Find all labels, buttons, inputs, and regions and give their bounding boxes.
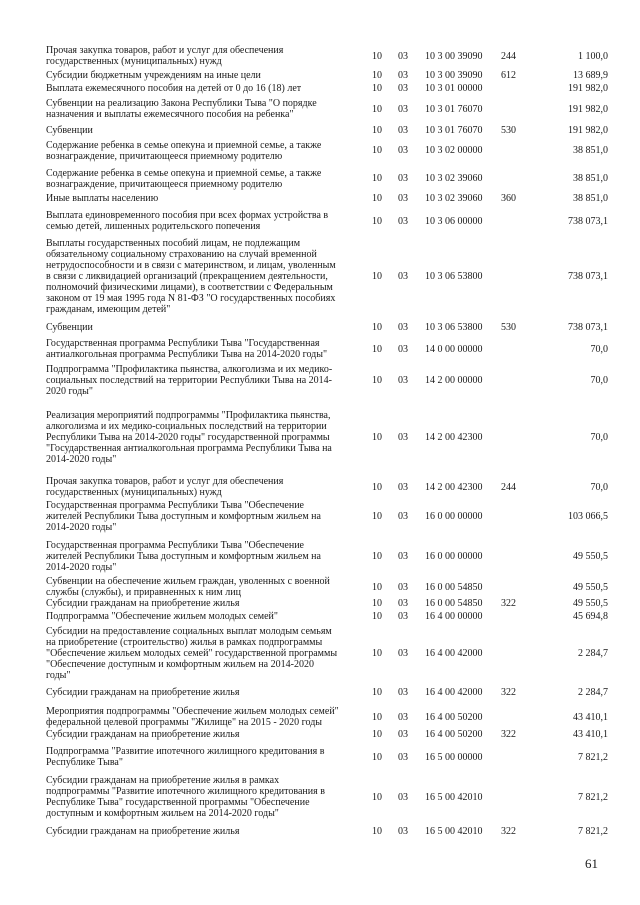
row-name: Субсидии бюджетным учреждениям на иные цели <box>46 70 261 81</box>
row-amount: 13 689,9 <box>573 70 608 81</box>
row-section-code: 10 <box>372 375 382 386</box>
row-name: Подпрограмма "Профилактика пьянства, алкоголизма и их медико- социальных последствий на территории Республики Тыва на 2014- 2020 годы" <box>46 364 333 397</box>
row-section-code: 10 <box>372 216 382 227</box>
row-target-article: 16 5 00 00000 <box>425 752 483 763</box>
row-name: Иные выплаты населению <box>46 193 159 204</box>
row-target-article: 14 0 00 00000 <box>425 344 483 355</box>
row-amount: 49 550,5 <box>573 582 608 593</box>
row-expense-type: 612 <box>501 70 516 81</box>
row-amount: 70,0 <box>590 432 608 443</box>
row-name: Государственная программа Республики Тыва "Обеспечение жителей Республики Тыва доступным и комфортным жильем на 2014-2020 годы" <box>46 540 321 573</box>
row-name: Выплаты государственных пособий лицам, не подлежащим обязательному социальному страхованию на случай временной нетрудоспособности и в связи с материнством, и лицам, уволенным в связи с ликвидацией организаций (прекращением деятельности, полномочий физическими лицами), в соответствии с Федеральным законом от 19 мая 1995 года N 81-ФЗ "О государственных пособиях гражданам, имеющим детей" <box>46 238 336 315</box>
row-name: Подпрограмма "Развитие ипотечного жилищного кредитования в Республике Тыва" <box>46 746 325 768</box>
row-subsection-code: 03 <box>398 648 408 659</box>
row-expense-type: 244 <box>501 482 516 493</box>
row-target-article: 10 3 06 53800 <box>425 322 483 333</box>
row-section-code: 10 <box>372 687 382 698</box>
row-target-article: 10 3 02 39060 <box>425 173 483 184</box>
row-amount: 70,0 <box>590 482 608 493</box>
row-name: Выплата единовременного пособия при всех формах устройства в семью детей, лишенных родительского попечения <box>46 210 329 232</box>
row-amount: 191 982,0 <box>568 104 608 115</box>
row-subsection-code: 03 <box>398 70 408 81</box>
row-amount: 738 073,1 <box>568 322 608 333</box>
row-section-code: 10 <box>372 648 382 659</box>
row-name: Прочая закупка товаров, работ и услуг для обеспечения государственных (муниципальных) нужд <box>46 45 284 67</box>
row-section-code: 10 <box>372 83 382 94</box>
row-name: Содержание ребенка в семье опекуна и приемной семье, а также вознаграждение, причитающееся приемному родителю <box>46 168 322 190</box>
row-section-code: 10 <box>372 322 382 333</box>
row-subsection-code: 03 <box>398 125 408 136</box>
row-name: Субвенции <box>46 322 93 333</box>
row-subsection-code: 03 <box>398 551 408 562</box>
row-section-code: 10 <box>372 752 382 763</box>
row-subsection-code: 03 <box>398 193 408 204</box>
row-target-article: 16 4 00 00000 <box>425 611 483 622</box>
row-target-article: 10 3 06 53800 <box>425 271 483 282</box>
row-section-code: 10 <box>372 582 382 593</box>
row-amount: 191 982,0 <box>568 125 608 136</box>
row-amount: 7 821,2 <box>578 752 608 763</box>
row-subsection-code: 03 <box>398 83 408 94</box>
row-subsection-code: 03 <box>398 271 408 282</box>
row-target-article: 10 3 01 76070 <box>425 104 483 115</box>
row-target-article: 16 5 00 42010 <box>425 826 483 837</box>
row-amount: 7 821,2 <box>578 792 608 803</box>
row-name: Выплата ежемесячного пособия на детей от 0 до 16 (18) лет <box>46 83 302 94</box>
row-section-code: 10 <box>372 511 382 522</box>
row-subsection-code: 03 <box>398 611 408 622</box>
row-amount: 45 694,8 <box>573 611 608 622</box>
row-amount: 43 410,1 <box>573 712 608 723</box>
row-name: Субсидии гражданам на приобретение жилья <box>46 598 240 609</box>
row-expense-type: 322 <box>501 687 516 698</box>
row-target-article: 16 4 00 50200 <box>425 712 483 723</box>
row-target-article: 16 0 00 54850 <box>425 582 483 593</box>
row-name: Субвенции на обеспечение жильем граждан, уволенных с военной службы (службы), и приравненных к ним лиц <box>46 576 330 598</box>
row-subsection-code: 03 <box>398 173 408 184</box>
row-amount: 191 982,0 <box>568 83 608 94</box>
row-target-article: 10 3 00 39090 <box>425 70 483 81</box>
row-section-code: 10 <box>372 729 382 740</box>
row-section-code: 10 <box>372 51 382 62</box>
row-amount: 38 851,0 <box>573 173 608 184</box>
row-subsection-code: 03 <box>398 145 408 156</box>
row-target-article: 10 3 06 00000 <box>425 216 483 227</box>
row-target-article: 16 0 00 00000 <box>425 551 483 562</box>
row-amount: 103 066,5 <box>568 511 608 522</box>
row-name: Субсидии гражданам на приобретение жилья в рамках подпрограммы "Развитие ипотечного жилищного кредитования в Республике Тыва" государственной программы "Обеспечение доступным и комфортным жильем на 2014-2020 годы" <box>46 775 325 819</box>
row-name: Субсидии гражданам на приобретение жилья <box>46 687 240 698</box>
row-subsection-code: 03 <box>398 322 408 333</box>
row-target-article: 10 3 02 00000 <box>425 145 483 156</box>
row-amount: 7 821,2 <box>578 826 608 837</box>
row-name: Государственная программа Республики Тыва "Государственная антиалкогольная программа Республики Тыва на 2014-2020 годы" <box>46 338 328 360</box>
row-amount: 49 550,5 <box>573 598 608 609</box>
row-section-code: 10 <box>372 104 382 115</box>
row-section-code: 10 <box>372 611 382 622</box>
row-section-code: 10 <box>372 344 382 355</box>
row-target-article: 16 4 00 42000 <box>425 687 483 698</box>
row-section-code: 10 <box>372 792 382 803</box>
row-name: Подпрограмма "Обеспечение жильем молодых семей" <box>46 611 278 622</box>
row-name: Содержание ребенка в семье опекуна и приемной семье, а также вознаграждение, причитающееся приемному родителю <box>46 140 322 162</box>
row-section-code: 10 <box>372 712 382 723</box>
row-subsection-code: 03 <box>398 482 408 493</box>
row-section-code: 10 <box>372 271 382 282</box>
row-subsection-code: 03 <box>398 752 408 763</box>
row-subsection-code: 03 <box>398 712 408 723</box>
row-subsection-code: 03 <box>398 216 408 227</box>
row-target-article: 16 0 00 54850 <box>425 598 483 609</box>
row-target-article: 14 2 00 42300 <box>425 482 483 493</box>
row-section-code: 10 <box>372 598 382 609</box>
row-expense-type: 530 <box>501 322 516 333</box>
row-name: Мероприятия подпрограммы "Обеспечение жильем молодых семей" федеральной целевой программы "Жилище" на 2015 - 2020 годы <box>46 706 339 728</box>
row-subsection-code: 03 <box>398 51 408 62</box>
row-target-article: 14 2 00 00000 <box>425 375 483 386</box>
row-name: Реализация мероприятий подпрограммы "Профилактика пьянства, алкоголизма и их медико-социальных последствий на территории Республики Тыва на 2014-2020 годы" государственной программы "Государственная антиалкогольная программа Республики Тыва на 2014-2020 годы" <box>46 410 332 465</box>
row-name: Субсидии гражданам на приобретение жилья <box>46 826 240 837</box>
row-name: Субсидии на предоставление социальных выплат молодым семьям на приобретение (строительство) жилья в рамках подпрограммы "Обеспечение жильем молодых семей" государственной программы "Обеспечение доступным и комфортным жильем на 2014-2020 годы" <box>46 626 338 681</box>
row-subsection-code: 03 <box>398 792 408 803</box>
row-target-article: 14 2 00 42300 <box>425 432 483 443</box>
row-name: Государственная программа Республики Тыва "Обеспечение жителей Республики Тыва доступным и комфортным жильем на 2014-2020 годы" <box>46 500 321 533</box>
row-target-article: 16 4 00 50200 <box>425 729 483 740</box>
row-amount: 38 851,0 <box>573 193 608 204</box>
row-name: Прочая закупка товаров, работ и услуг для обеспечения государственных (муниципальных) нужд <box>46 476 284 498</box>
row-subsection-code: 03 <box>398 511 408 522</box>
row-amount: 1 100,0 <box>578 51 608 62</box>
row-expense-type: 322 <box>501 729 516 740</box>
row-subsection-code: 03 <box>398 375 408 386</box>
row-name: Субсидии гражданам на приобретение жилья <box>46 729 240 740</box>
row-target-article: 16 5 00 42010 <box>425 792 483 803</box>
row-amount: 70,0 <box>590 375 608 386</box>
row-target-article: 16 0 00 00000 <box>425 511 483 522</box>
row-subsection-code: 03 <box>398 729 408 740</box>
row-amount: 2 284,7 <box>578 648 608 659</box>
row-subsection-code: 03 <box>398 104 408 115</box>
row-subsection-code: 03 <box>398 687 408 698</box>
row-subsection-code: 03 <box>398 582 408 593</box>
row-subsection-code: 03 <box>398 598 408 609</box>
row-amount: 738 073,1 <box>568 216 608 227</box>
row-section-code: 10 <box>372 551 382 562</box>
row-section-code: 10 <box>372 125 382 136</box>
row-target-article: 10 3 02 39060 <box>425 193 483 204</box>
row-expense-type: 322 <box>501 598 516 609</box>
row-section-code: 10 <box>372 826 382 837</box>
row-name: Субвенции на реализацию Закона Республики Тыва "О порядке назначения и выплаты ежемесячного пособия на ребенка" <box>46 98 317 120</box>
row-target-article: 10 3 00 39090 <box>425 51 483 62</box>
row-target-article: 10 3 01 76070 <box>425 125 483 136</box>
row-amount: 38 851,0 <box>573 145 608 156</box>
row-name: Субвенции <box>46 125 93 136</box>
page-number: 61 <box>585 856 598 871</box>
row-target-article: 16 4 00 42000 <box>425 648 483 659</box>
row-section-code: 10 <box>372 193 382 204</box>
row-amount: 43 410,1 <box>573 729 608 740</box>
row-amount: 2 284,7 <box>578 687 608 698</box>
row-section-code: 10 <box>372 173 382 184</box>
row-expense-type: 322 <box>501 826 516 837</box>
row-section-code: 10 <box>372 145 382 156</box>
row-section-code: 10 <box>372 70 382 81</box>
row-amount: 70,0 <box>590 344 608 355</box>
row-subsection-code: 03 <box>398 826 408 837</box>
row-section-code: 10 <box>372 482 382 493</box>
row-subsection-code: 03 <box>398 432 408 443</box>
row-amount: 49 550,5 <box>573 551 608 562</box>
row-section-code: 10 <box>372 432 382 443</box>
row-subsection-code: 03 <box>398 344 408 355</box>
row-amount: 738 073,1 <box>568 271 608 282</box>
row-expense-type: 244 <box>501 51 516 62</box>
row-expense-type: 360 <box>501 193 516 204</box>
row-target-article: 10 3 01 00000 <box>425 83 483 94</box>
row-expense-type: 530 <box>501 125 516 136</box>
